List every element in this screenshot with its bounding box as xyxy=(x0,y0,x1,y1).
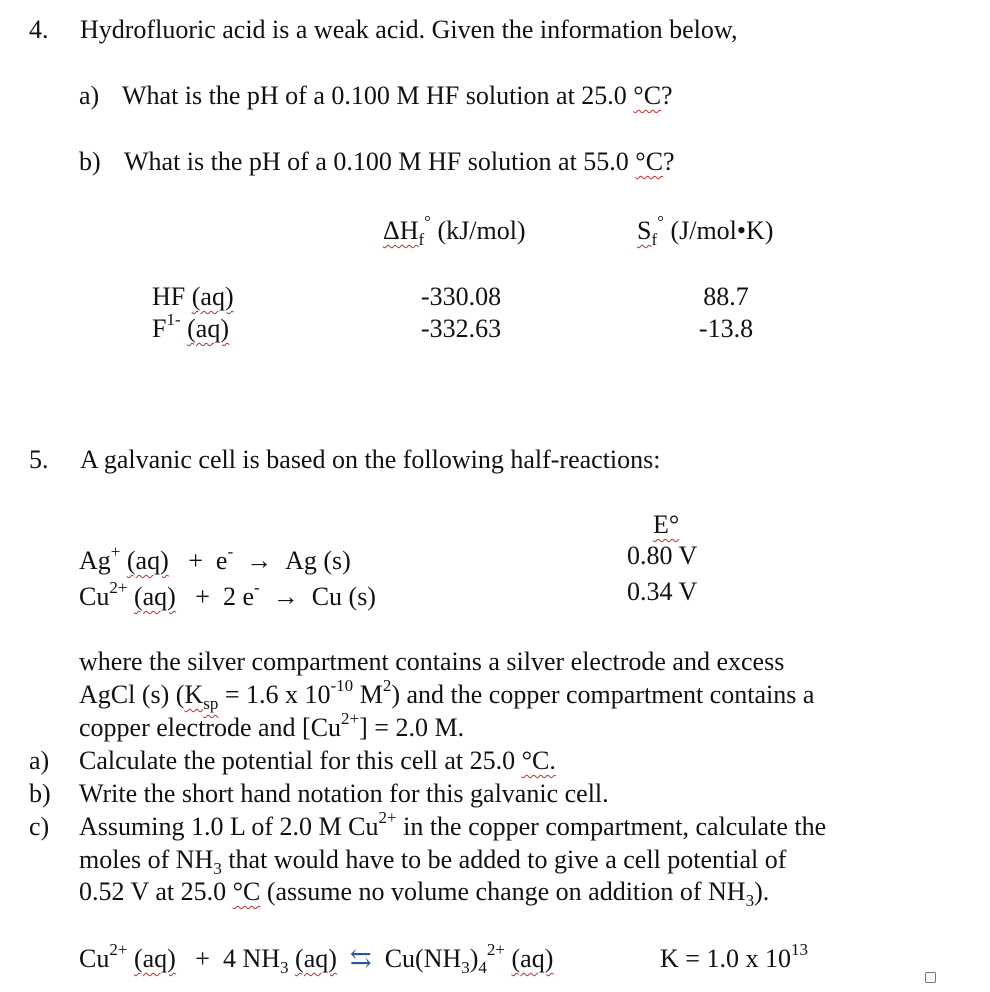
half-reaction-silver: Ag+ (aq) + e- → Ag (s) xyxy=(79,542,351,575)
q4-b-label: b) xyxy=(79,147,101,176)
equilibrium-arrow: ⇆ xyxy=(349,944,372,973)
q5-a-label: a) xyxy=(29,746,50,775)
table-cell-enthalpy: -330.08 xyxy=(420,282,502,311)
q5-c-line1: Assuming 1.0 L of 2.0 M $Cu^{2+}$ in the copper compartment, calculate the xyxy=(79,808,827,841)
q5-b-question: Write the short hand notation for this galvanic cell. xyxy=(79,779,609,808)
half-reaction-copper: $Cu^{2+}$ (aq) + 2 e- → Cu (s) xyxy=(79,578,376,611)
q5-desc-line1: where the silver compartment contains a silver electrode and excess xyxy=(79,647,785,676)
q5-c-line2: moles of $NH_3$ that would have to be added to give a cell potential of xyxy=(79,845,787,879)
e0-copper: 0.34 V xyxy=(627,577,698,606)
q4-a-label: a) xyxy=(79,81,100,110)
table-row-species: $F^{1-}$ (aq) xyxy=(152,310,229,343)
table-header-enthalpy: $\Delta H_f^\circ$ (kJ/mol) xyxy=(383,212,526,250)
q4-a-question: What is the pH of a 0.100 M HF solution at 25.0 °C? xyxy=(122,81,673,110)
square-icon[interactable] xyxy=(925,972,936,983)
table-header-entropy: $S_f^\circ$ (J/mol•K) xyxy=(637,212,774,250)
q5-b-label: b) xyxy=(29,779,51,808)
q5-desc-line3: copper electrode and $[Cu^{2+}] = 2.0$ M. xyxy=(79,709,465,742)
q5-desc-line2: AgCl (s) ($K_{sp} = 1.6$ x $10^{-10}$ $M^2$) and the copper compartment contains a xyxy=(79,676,815,714)
table-cell-entropy: -13.8 xyxy=(698,314,754,343)
q5-c-line3: 0.52 V at 25.0 °C (assume no volume change on addition of $NH_3$). xyxy=(79,877,770,911)
q5-a-question: Calculate the potential for this cell at 25.0 °C. xyxy=(79,746,556,775)
table-cell-enthalpy: -332.63 xyxy=(420,314,502,343)
q4-stem: Hydrofluoric acid is a weak acid. Given the information below, xyxy=(80,15,738,44)
table-row-species: HF (aq) xyxy=(152,282,234,311)
q5-stem: A galvanic cell is based on the following half-reactions: xyxy=(80,445,661,474)
e0-header: E° xyxy=(653,510,680,539)
q4-b-question: What is the pH of a 0.100 M HF solution at 55.0 °C? xyxy=(124,147,675,176)
table-cell-entropy: 88.7 xyxy=(703,282,749,311)
e0-silver: 0.80 V xyxy=(627,541,698,570)
complex-equilibrium-equation: $Cu^{2+}$ (aq) + 4 $NH_3$ (aq) ⇆ $Cu(NH_3)_4^{2+}$ (aq) xyxy=(79,940,554,978)
q4-number: 4. xyxy=(29,15,49,44)
q5-number: 5. xyxy=(29,445,49,474)
q5-c-label: c) xyxy=(29,812,50,841)
equilibrium-constant: K = 1.0 x $10^{13}$ xyxy=(660,940,808,973)
